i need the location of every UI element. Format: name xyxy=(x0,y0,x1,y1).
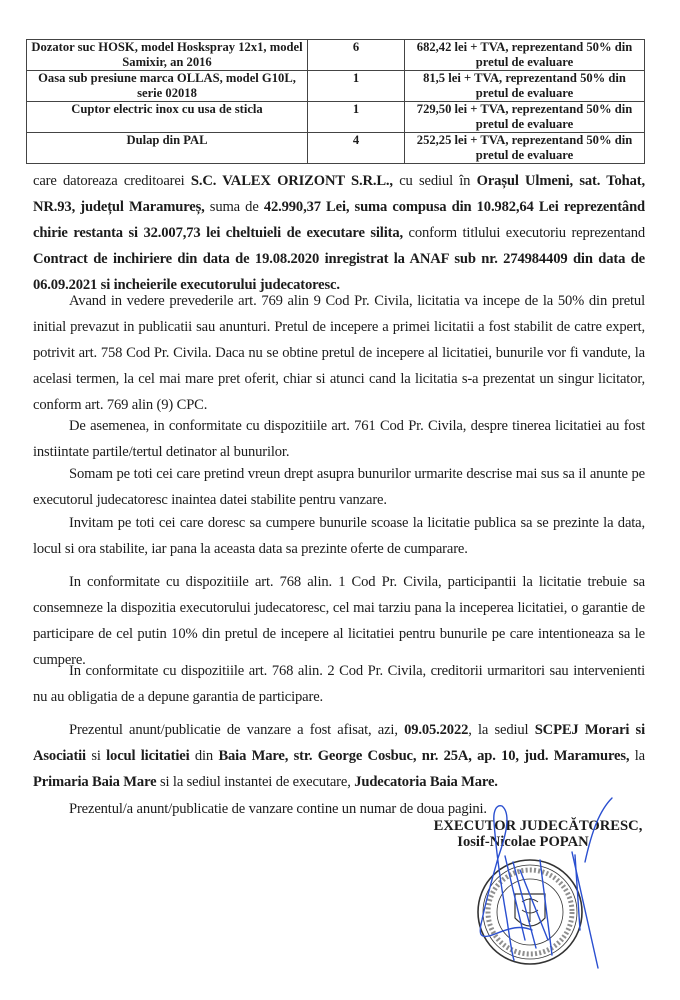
text: Prezentul anunt/publicatie de vanzare a fost afisat, azi, xyxy=(69,722,405,738)
office-name: SCPEJ Morari si Asociatii xyxy=(33,722,645,764)
signature-role: EXECUTOR JUDECĂTORESC, xyxy=(433,818,643,834)
enforcement-title: Contract de inchiriere din data de 19.08.2020 inregistrat la ANAF sub nr. 274984409 din data de 06.09.2021 si incheierile executorului judecatoresc. xyxy=(33,251,645,293)
text: conform titlului executoriu reprezentand xyxy=(402,225,646,241)
invitation-paragraph: Invitam pe toti cei care doresc sa cumpere bunurile scoase la licitatie publica sa se prezinte la data, locul si ora stabilite, iar pana la aceasta data sa prezinte oferte de cumparare. xyxy=(33,515,645,557)
quantity-cell: 4 xyxy=(308,133,405,164)
price-cell: 682,42 lei + TVA, reprezentand 50% din pretul de evaluare xyxy=(405,40,645,71)
auction-start-paragraph: Avand in vedere prevederile art. 769 alin 9 Cod Pr. Civila, licitatia va incepe de la 50% din pretul initial prevazut in publicatii sau anunturi. Pretul de incepere a primei licitatii a fost stabilit de catre expert, potrivit art. 758 Cod Pr. Civila. Daca nu se obtine pretul de incepere al licitatiei, bunurile vor fi vandute, la acelasi termen, la cel mai mare pret oferit, chiar si atunci cand la licitatia s-a prezentat un singur licitator, conform art. 769 alin (9) CPC. xyxy=(33,293,645,413)
item-cell: Dulap din PAL xyxy=(27,133,308,164)
court-name: Judecatoria Baia Mare. xyxy=(354,774,498,790)
creditor-name: S.C. VALEX ORIZONT S.R.L., xyxy=(190,173,393,189)
item-cell: Cuptor electric inox cu usa de sticla xyxy=(27,102,308,133)
debt-paragraph xyxy=(33,168,645,298)
text: si xyxy=(85,748,107,764)
signature-name: Iosif-Nicolae POPAN xyxy=(457,834,589,850)
text: suma de xyxy=(204,199,264,215)
notification-paragraph: De asemenea, in conformitate cu dispozitiile art. 761 Cod Pr. Civila, despre tinerea licitatiei au fost instiintate partile/tertul detinator al bunurilor. xyxy=(33,418,645,460)
creditor-exemption-paragraph: In conformitate cu dispozitiile art. 768 alin. 2 Cod Pr. Civila, creditorii urmaritori sau intervenienti nu au obligatia de a depune garantia de participare. xyxy=(33,663,645,705)
guarantee-paragraph: In conformitate cu dispozitiile art. 768 alin. 1 Cod Pr. Civila, participantii la licitatie trebuie sa consemneze la dispozitia executorului judecatoresc, cel mai tarziu pana la inceperea licitatiei, o garantie de participare de cel putin 10% din pretul de incepere al licitatiei pentru bunurile pe care intentioneaza sa le cumpere. xyxy=(33,574,645,668)
official-stamp-icon xyxy=(478,860,582,964)
text: la xyxy=(629,748,646,764)
quantity-cell: 1 xyxy=(308,102,405,133)
text: si la sediul instantei de executare, xyxy=(156,774,355,790)
table-row xyxy=(27,133,645,164)
auction-place-label: locul licitatiei xyxy=(106,748,190,764)
city-hall: Primaria Baia Mare xyxy=(33,774,157,790)
price-cell: 729,50 lei + TVA, reprezentand 50% din pretul de evaluare xyxy=(405,102,645,133)
posting-paragraph xyxy=(33,717,645,795)
price-cell: 252,25 lei + TVA, reprezentand 50% din pretul de evaluare xyxy=(405,133,645,164)
goods-table xyxy=(26,39,645,164)
table-row xyxy=(27,40,645,71)
item-cell: Oasa sub presiune marca OLLAS, model G10L, serie 02018 xyxy=(27,71,308,102)
page-count-paragraph: Prezentul/a anunt/publicatie de vanzare contine un numar de doua pagini. xyxy=(69,801,487,817)
creditor-address: Orașul Ulmeni, sat. Tohat, NR.93, județul Maramureș, xyxy=(33,173,645,215)
table-row xyxy=(27,71,645,102)
debt-amount: 42.990,37 Lei, suma compusa din 10.982,64 Lei reprezentând chirie restanta si 32.007,73 lei cheltuieli de executare silita, xyxy=(33,199,645,241)
text: cu sediul în xyxy=(392,173,477,189)
quantity-cell: 6 xyxy=(308,40,405,71)
summons-paragraph: Somam pe toti cei care pretind vreun drept asupra bunurilor urmarite descrise mai sus sa il anunte pe executorul judecatoresc inaintea datei stabilite pentru vanzare. xyxy=(33,466,645,508)
posting-date: 09.05.2022 xyxy=(404,722,469,738)
table-row xyxy=(27,102,645,133)
quantity-cell: 1 xyxy=(308,71,405,102)
text: , la sediul xyxy=(468,722,535,738)
text: din xyxy=(189,748,219,764)
price-cell: 81,5 lei + TVA, reprezentand 50% din pretul de evaluare xyxy=(405,71,645,102)
text: care datoreaza creditoarei xyxy=(33,173,191,189)
item-cell: Dozator suc HOSK, model Hoskspray 12x1, model Samixir, an 2016 xyxy=(27,40,308,71)
auction-address: Baia Mare, str. George Cosbuc, nr. 25A, ap. 10, jud. Maramures, xyxy=(218,748,630,764)
